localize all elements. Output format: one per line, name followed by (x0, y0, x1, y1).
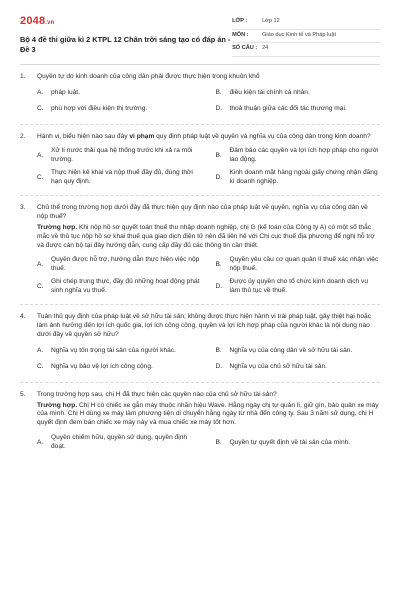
option-text: Kinh doanh mặt hàng ngoài giấy chứng nhận đăng kí doanh nghiệp. (229, 169, 378, 186)
scenario-text (37, 224, 380, 251)
option-text: Được ủy quyền cho tổ chức kinh doanh dịch vụ làm thủ tục về thuế. (229, 278, 369, 295)
question-4 (20, 313, 380, 374)
option-d[interactable] (216, 104, 381, 116)
answer-options (37, 147, 380, 187)
answer-options (37, 88, 380, 116)
question-text: Trong trường hợp sau, chị H đã thực hiện các quyền nào của chủ sở hữu tài sản? (37, 390, 277, 398)
header-left (20, 14, 232, 57)
question-text-pre: Hành vi, biểu hiện nào sau đây (37, 132, 130, 140)
page-title: Bộ 4 đề thi giữa kì 2 KTPL 12 Chân trời sáng tạo có đáp án - Đề 3 (20, 34, 231, 54)
option-letter: D. (215, 105, 223, 113)
option-text: Đảm bảo các quyền và lợi ích hợp pháp cho người lao động. (229, 147, 379, 164)
option-letter: A. (37, 151, 44, 159)
option-c[interactable] (37, 169, 202, 187)
question-number: 2. (20, 132, 26, 140)
option-text: Quyền tự quyết định về tài sản của mình. (229, 438, 351, 446)
option-b[interactable] (216, 147, 381, 165)
option-letter: B. (215, 347, 222, 355)
option-letter: C. (37, 105, 44, 113)
scenario-body: Khi nộp hồ sơ quyết toán thuế thu nhập doanh nghiệp, chị G (kế toán của Công ty A) có một số thắc mắc về thủ tục nộp hồ sơ khai thuế qua giao dịch điện tử nên đã liên hệ với Chi cục thuế địa phương để nghị hỗ trợ và được cán bộ tại đây hướng dẫn, cung cấp đầy đủ các thông tin cần thiết. (37, 223, 375, 249)
option-letter: A. (37, 89, 44, 97)
question-text (37, 133, 380, 142)
option-a[interactable] (37, 346, 202, 358)
meta-row-count (232, 43, 380, 57)
logo-suffix: .vn (45, 20, 55, 26)
scenario-label: Trường hợp. (37, 401, 78, 409)
meta-panel (232, 16, 380, 57)
question-number: 4. (20, 313, 26, 320)
meta-row-subject (232, 30, 380, 44)
option-text: phù hợp với điều kiện thị trường. (51, 105, 148, 113)
meta-value: 24 (262, 45, 269, 52)
option-text: thoả thuận giữa các đối tác thương mại. (229, 105, 347, 113)
scenario-body: Chị H có chiếc xe gắn máy thuộc nhãn hiệu Wave. Hằng ngày chị tự quản lí, giữ gìn, bảo quản xe máy của mình. Chị H dùng xe máy làm phương tiện di chuyển hằng ngày từ nhà đến công ty. Sau 3 năm sử dụng, chị H quyết định đem bán chiếc xe máy này và mua chiếc xe máy tốt hơn. (37, 401, 379, 427)
option-text: Nghĩa vụ của công dân về sở hữu tài sản. (229, 347, 353, 355)
option-letter: C. (37, 173, 44, 181)
option-d[interactable] (216, 362, 381, 374)
meta-value: Giáo dục Kinh tế và Pháp luật (262, 31, 337, 38)
document-header (20, 14, 380, 57)
option-text: Thực hiện kê khai và nộp thuế đầy đủ, đúng thời hạn quy định. (51, 169, 193, 186)
question-body (37, 73, 380, 116)
logo-text: 2048 (20, 15, 46, 27)
question-separator (20, 382, 380, 383)
option-text: điều kiện tài chính cá nhân. (229, 89, 310, 97)
option-letter: A. (37, 438, 44, 446)
question-number: 3. (20, 203, 26, 211)
question-separator (20, 304, 380, 305)
option-letter: A. (37, 347, 44, 355)
option-b[interactable] (216, 88, 381, 100)
option-d[interactable] (216, 169, 381, 187)
option-letter: A. (37, 260, 44, 268)
question-body (37, 313, 380, 374)
question-separator (20, 124, 380, 125)
option-text: Nghĩa vụ tôn trọng tài sản của người khác. (51, 347, 176, 355)
question-text-post: quy định pháp luật về quyền và nghĩa vụ của công dân trong kinh doanh? (154, 132, 371, 140)
option-letter: D. (215, 173, 223, 181)
option-d[interactable] (216, 278, 381, 296)
option-c[interactable] (37, 362, 202, 374)
answer-options (37, 346, 380, 374)
option-letter: D. (215, 282, 223, 290)
option-b[interactable] (216, 434, 381, 452)
option-text: Xử lí nước thải qua hệ thống trước khi xả ra môi trường. (51, 147, 193, 164)
option-letter: D. (215, 363, 223, 371)
option-letter: C. (37, 282, 44, 290)
question-text: Chủ thể trong trường hợp dưới đây đã thực hiện quy định nào của pháp luật về quyền, nghĩa vụ của công dân về nộp thuế? (37, 203, 368, 220)
meta-row-class (232, 16, 380, 30)
option-letter: B. (215, 89, 222, 97)
question-text-emphasis: vi phạm (129, 132, 155, 140)
option-a[interactable] (37, 256, 202, 274)
option-text: Nghĩa vụ bảo vệ lợi ích công cộng. (51, 363, 153, 371)
option-a[interactable] (37, 434, 202, 452)
question-text: Tuân thủ quy định của pháp luật về sở hữu tài sản; không được thực hiện hành vi trái pháp luật, gây thiệt hại hoặc làm ảnh hưởng đến lợi ích quốc gia, lợi ích công cộng, quyền và lợi ích hợp pháp của người khác là nội dung nào dưới đây về quyền sở hữu? (37, 313, 371, 338)
meta-label: MÔN : (232, 31, 249, 38)
question-1 (20, 73, 380, 116)
question-number: 1. (20, 72, 26, 80)
scenario-label: Trường hợp. (37, 223, 78, 231)
option-b[interactable] (216, 256, 381, 274)
question-3 (20, 204, 380, 296)
option-a[interactable] (37, 147, 202, 165)
option-text: Quyền được hỗ trợ, hướng dẫn thực hiện việc nộp thuế. (51, 256, 200, 273)
option-text: pháp luật. (51, 89, 80, 97)
option-a[interactable] (37, 88, 202, 100)
option-text: Quyền chiếm hữu, quyền sử dụng, quyền định đoạt. (51, 434, 188, 451)
answer-options (37, 256, 380, 296)
answer-options (37, 434, 380, 452)
option-letter: B. (215, 151, 222, 159)
option-text: Ghi chép trung thực, đầy đủ những hoạt động phát sinh nghĩa vụ thuế. (51, 278, 200, 295)
question-2 (20, 133, 380, 187)
option-text: Nghĩa vụ của chủ sở hữu tài sản. (229, 363, 327, 371)
site-logo[interactable] (20, 14, 232, 29)
scenario-text (37, 402, 380, 429)
question-5 (20, 391, 380, 452)
question-body (37, 391, 380, 452)
option-letter: B. (215, 438, 222, 446)
option-c[interactable] (37, 278, 202, 296)
option-letter: B. (215, 260, 222, 268)
question-separator (20, 195, 380, 196)
question-number: 5. (20, 390, 26, 398)
meta-label: SỐ CÂU : (232, 45, 258, 52)
question-text: Quyền tự do kinh doanh của công dân phải được thực hiện trong khuôn khổ (37, 72, 260, 80)
option-c[interactable] (37, 104, 202, 116)
option-b[interactable] (216, 346, 381, 358)
meta-label: LỚP : (232, 18, 248, 24)
question-body (37, 204, 380, 296)
header-divider (20, 64, 380, 65)
option-letter: C. (37, 363, 44, 371)
question-body (37, 133, 380, 187)
meta-value: Lớp 12 (262, 18, 280, 24)
option-text: Quyền yêu cầu cơ quan quản lí thuế xác nhận việc nộp thuế. (229, 256, 379, 273)
